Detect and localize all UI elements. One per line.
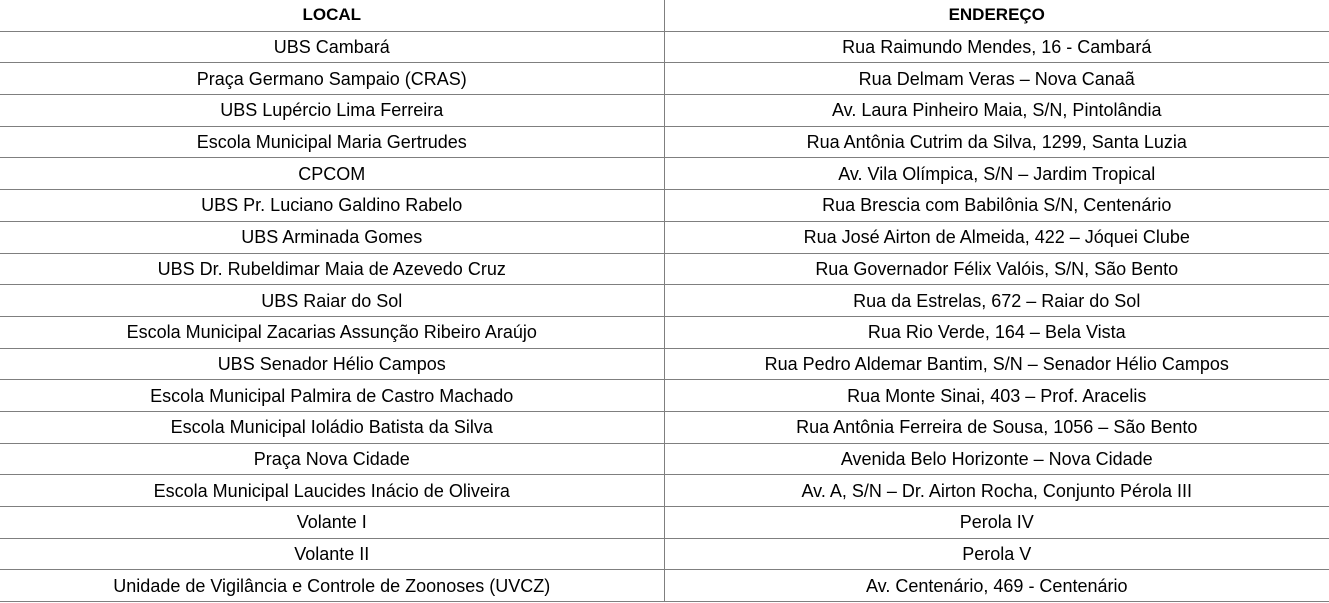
address-cell: Av. A, S/N – Dr. Airton Rocha, Conjunto Pérola III (664, 475, 1329, 507)
table-row (0, 316, 1329, 348)
table-row (0, 348, 1329, 380)
table-row (0, 63, 1329, 95)
address-cell: Rua Brescia com Babilônia S/N, Centenário (664, 190, 1329, 222)
local-cell: UBS Senador Hélio Campos (0, 348, 664, 380)
local-cell: Escola Municipal Laucides Inácio de Oliveira (0, 475, 664, 507)
address-cell: Avenida Belo Horizonte – Nova Cidade (664, 443, 1329, 475)
local-cell: Volante I (0, 507, 664, 539)
local-cell: Escola Municipal Maria Gertrudes (0, 126, 664, 158)
address-cell: Av. Vila Olímpica, S/N – Jardim Tropical (664, 158, 1329, 190)
local-cell: Praça Germano Sampaio (CRAS) (0, 63, 664, 95)
address-cell: Rua Raimundo Mendes, 16 - Cambará (664, 31, 1329, 63)
header-local: LOCAL (0, 0, 664, 31)
table-row (0, 380, 1329, 412)
address-cell: Av. Laura Pinheiro Maia, S/N, Pintolândia (664, 95, 1329, 127)
local-cell: Praça Nova Cidade (0, 443, 664, 475)
local-cell: Escola Municipal Palmira de Castro Machado (0, 380, 664, 412)
address-cell: Rua José Airton de Almeida, 422 – Jóquei Clube (664, 221, 1329, 253)
address-cell: Perola IV (664, 507, 1329, 539)
local-cell: UBS Pr. Luciano Galdino Rabelo (0, 190, 664, 222)
table-row (0, 126, 1329, 158)
address-cell: Rua da Estrelas, 672 – Raiar do Sol (664, 285, 1329, 317)
table-row (0, 507, 1329, 539)
address-cell: Av. Centenário, 469 - Centenário (664, 570, 1329, 602)
local-cell: Escola Municipal Ioládio Batista da Silva (0, 411, 664, 443)
address-cell: Rua Delmam Veras – Nova Canaã (664, 63, 1329, 95)
table-row (0, 570, 1329, 602)
header-endereco: ENDEREÇO (664, 0, 1329, 31)
local-cell: UBS Dr. Rubeldimar Maia de Azevedo Cruz (0, 253, 664, 285)
address-cell: Rua Antônia Ferreira de Sousa, 1056 – São Bento (664, 411, 1329, 443)
local-cell: CPCOM (0, 158, 664, 190)
address-cell: Perola V (664, 538, 1329, 570)
table-row (0, 475, 1329, 507)
local-cell: Escola Municipal Zacarias Assunção Ribeiro Araújo (0, 316, 664, 348)
address-cell: Rua Monte Sinai, 403 – Prof. Aracelis (664, 380, 1329, 412)
table-row (0, 190, 1329, 222)
local-cell: Volante II (0, 538, 664, 570)
local-cell: Unidade de Vigilância e Controle de Zoonoses (UVCZ) (0, 570, 664, 602)
table-row (0, 411, 1329, 443)
table-row (0, 443, 1329, 475)
local-cell: UBS Raiar do Sol (0, 285, 664, 317)
table-row (0, 95, 1329, 127)
local-cell: UBS Cambará (0, 31, 664, 63)
table-row (0, 538, 1329, 570)
table-row (0, 158, 1329, 190)
table-header-row (0, 0, 1329, 31)
table-row (0, 253, 1329, 285)
table-row (0, 31, 1329, 63)
address-cell: Rua Pedro Aldemar Bantim, S/N – Senador Hélio Campos (664, 348, 1329, 380)
address-cell: Rua Antônia Cutrim da Silva, 1299, Santa Luzia (664, 126, 1329, 158)
local-cell: UBS Arminada Gomes (0, 221, 664, 253)
table-row (0, 221, 1329, 253)
address-cell: Rua Governador Félix Valóis, S/N, São Bento (664, 253, 1329, 285)
address-cell: Rua Rio Verde, 164 – Bela Vista (664, 316, 1329, 348)
local-cell: UBS Lupércio Lima Ferreira (0, 95, 664, 127)
table-row (0, 285, 1329, 317)
